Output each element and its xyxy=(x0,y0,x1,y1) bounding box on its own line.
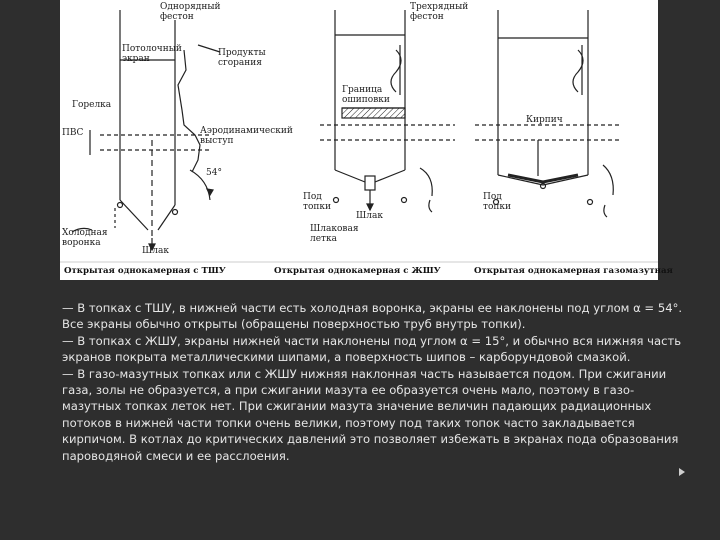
label-brick: Кирпич xyxy=(526,115,563,125)
label-slag-1: Шлак xyxy=(142,246,169,256)
label-cold-funnel: Холодная воронка xyxy=(62,228,108,248)
caption-panel3: Открытая однокамерная газомазутная xyxy=(474,266,673,276)
label-angle-54: 54° xyxy=(206,168,222,178)
panel2-drawing xyxy=(320,10,455,212)
label-hearth-2: Под топки xyxy=(303,192,332,212)
label-single-scallop: Однорядный фестон xyxy=(160,2,221,22)
next-arrow-icon xyxy=(679,468,685,476)
label-studding-boundary: Граница ошиповки xyxy=(342,85,390,105)
furnace-schematics xyxy=(60,0,658,280)
label-hearth-3: Под топки xyxy=(483,192,512,212)
paragraph-tshu: — В топках с ТШУ, в нижней части есть холодная воронка, экраны ее наклонены под углом α = 54°. Все экраны обычно открыты (обращены поверхностью труб внутрь топки). xyxy=(62,301,683,332)
body-text xyxy=(62,300,687,464)
label-aero-ledge: Аэродинамический выступ xyxy=(200,126,293,146)
paragraph-zhshu: — В топках с ЖШУ, экраны нижней части наклонены под углом α = 15°, и обычно вся нижняя часть экранов покрыта металлическими шипами, а поверхность шипов – карборундовой смазкой. xyxy=(62,333,682,365)
label-combustion-products: Продукты сгорания xyxy=(218,48,266,68)
panel3-drawing xyxy=(475,10,620,217)
furnace-diagram-figure xyxy=(60,0,673,280)
caption-panel1: Открытая однокамерная с ТШУ xyxy=(64,266,226,276)
label-triple-scallop: Трехрядный фестон xyxy=(410,2,469,22)
label-pvs: ПВС xyxy=(62,128,84,138)
caption-panel2: Открытая однокамерная с ЖШУ xyxy=(274,266,441,276)
label-burner: Горелка xyxy=(72,100,112,110)
label-ceiling-screen: Потолочный экран xyxy=(122,44,182,64)
label-slag-2: Шлак xyxy=(356,211,383,221)
paragraph-gas-oil: — В газо-мазутных топках или с ЖШУ нижняя наклонная часть называется подом. При сжигании газа, золы не образуется, а при сжигании мазута ее образуется очень мало, поэтому в газо-мазутных топках леток нет. При сжигании мазута значение величин падающих радиационных потоков в нижней части топки очень велики, поэтому под таких топок часто закладывается кирпичом. В котлах до критических давлений это позволяет избежать в экранах пода образования пароводяной смеси и ее расслоения. xyxy=(62,366,679,463)
label-tap-hole: Шлаковая летка xyxy=(310,224,359,244)
